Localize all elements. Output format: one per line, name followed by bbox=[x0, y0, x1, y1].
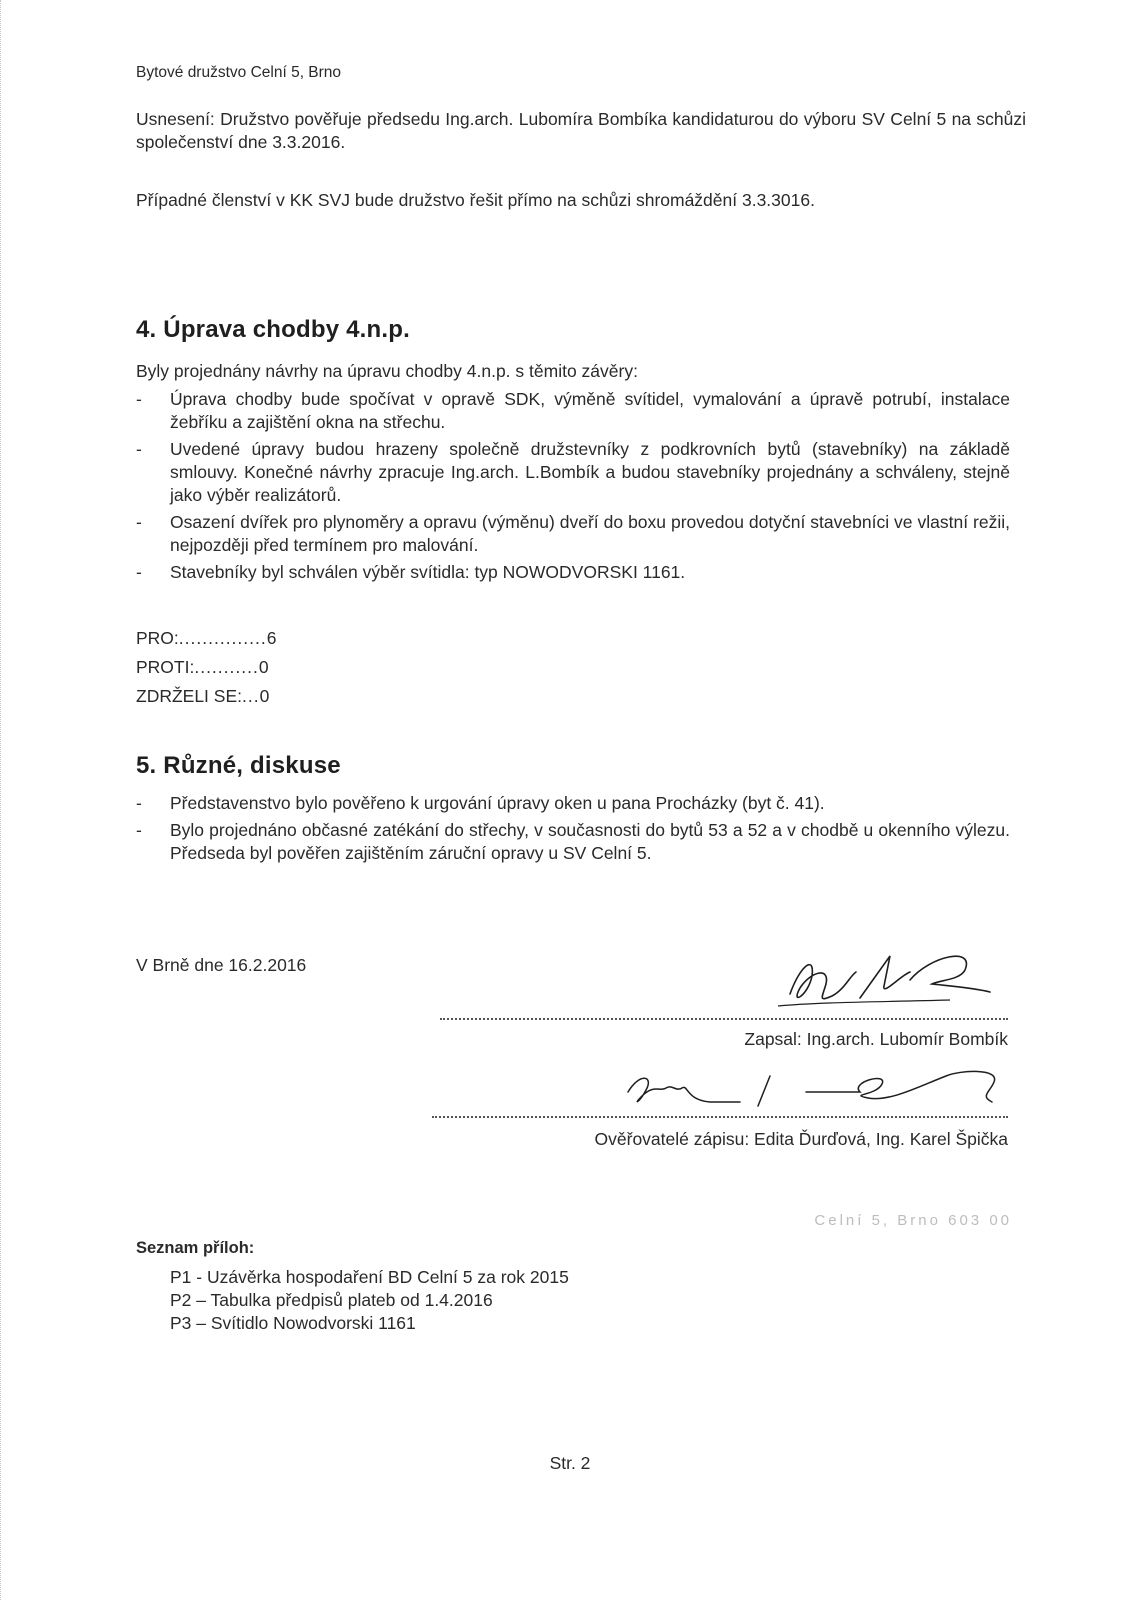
vote-against: PROTI:...........0 bbox=[136, 657, 269, 677]
recorder-signature bbox=[760, 936, 1000, 1016]
vote-for: PRO:...............6 bbox=[136, 628, 277, 648]
dash-bullet: - bbox=[136, 562, 142, 582]
list-item-text: Stavebníky byl schválen výběr svítidla: typ NOWODVORSKI 1161. bbox=[170, 562, 686, 582]
attachment-item: P2 – Tabulka předpisů plateb od 1.4.2016 bbox=[170, 1290, 493, 1310]
vote-results bbox=[136, 624, 276, 711]
faded-stamp: Celní 5, Brno 603 00 bbox=[814, 1212, 1012, 1229]
dash-bullet: - bbox=[136, 389, 142, 409]
page-number: Str. 2 bbox=[549, 1453, 591, 1473]
verifiers-names: Ověřovatelé zápisu: Edita Ďurďová, Ing. Karel Špička bbox=[594, 1129, 1008, 1149]
dash-bullet: - bbox=[136, 512, 142, 532]
recorder-name: Zapsal: Ing.arch. Lubomír Bombík bbox=[744, 1029, 1008, 1049]
list-item bbox=[136, 388, 1010, 434]
list-item bbox=[136, 511, 1010, 557]
list-item-text: Představenstvo bylo pověřeno k urgování úpravy oken u pana Procházky (byt č. 41). bbox=[170, 793, 825, 813]
dash-bullet: - bbox=[136, 793, 142, 813]
attachment-item: P1 - Uzávěrka hospodaření BD Celní 5 za rok 2015 bbox=[170, 1267, 569, 1287]
dash-bullet: - bbox=[136, 820, 142, 840]
section-5-heading: 5. Různé, diskuse bbox=[136, 752, 341, 779]
recorder-signature-line bbox=[440, 1018, 1008, 1020]
list-item bbox=[136, 792, 1010, 815]
section-4-lead: Byly projednány návrhy na úpravu chodby 4.n.p. s těmito závěry: bbox=[136, 361, 638, 381]
list-item-text: Osazení dvířek pro plynoměry a opravu (výměnu) dveří do boxu provedou dotyční stavebníci ve vlastní režii, nejpozději před termínem pro malování. bbox=[170, 512, 1010, 555]
place-and-date: V Brně dne 16.2.2016 bbox=[136, 955, 307, 975]
resolution-paragraph: Usnesení: Družstvo pověřuje předsedu Ing.arch. Lubomíra Bombíka kandidaturou do výboru SV Celní 5 na schůzi společenství dne 3.3.2016. bbox=[136, 109, 1026, 152]
dash-bullet: - bbox=[136, 439, 142, 459]
list-item bbox=[136, 438, 1010, 507]
vote-abstain: ZDRŽELI SE:...0 bbox=[136, 686, 270, 706]
section-5-list bbox=[136, 792, 1010, 869]
attachments-title: Seznam příloh: bbox=[136, 1239, 255, 1257]
organization-name: Bytové družstvo Celní 5, Brno bbox=[136, 64, 342, 81]
list-item bbox=[136, 819, 1010, 865]
list-item-text: Bylo projednáno občasné zatékání do střechy, v současnosti do bytů 53 a 52 a v chodbě u okenního výlezu. Předseda byl pověřen zajištěním záruční opravy u SV Celní 5. bbox=[170, 820, 1010, 863]
attachment-item: P3 – Svítidlo Nowodvorski 1161 bbox=[170, 1313, 416, 1333]
membership-paragraph: Případné členství v KK SVJ bude družstvo řešit přímo na schůzi shromáždění 3.3.3016. bbox=[136, 190, 815, 210]
section-4-list bbox=[136, 388, 1010, 588]
verifiers-signature-line bbox=[432, 1116, 1008, 1118]
list-item-text: Uvedené úpravy budou hrazeny společně družstevníky z podkrovních bytů (stavebníky) na základě smlouvy. Konečné návrhy zpracuje Ing.arch. L.Bombík a budou stavebníky projednány a schváleny, stejně jako výběr realizátorů. bbox=[170, 439, 1010, 505]
section-4-heading: 4. Úprava chodby 4.n.p. bbox=[136, 316, 411, 343]
list-item-text: Úprava chodby bude spočívat v opravě SDK, výměně svítidel, vymalování a úpravě potrubí, instalace žebříku a zajištění okna na střechu. bbox=[170, 389, 1010, 432]
scan-edge-marks bbox=[0, 0, 7, 1600]
list-item bbox=[136, 561, 1010, 584]
attachments-list bbox=[170, 1266, 569, 1335]
verifier-signatures bbox=[620, 1062, 1020, 1118]
